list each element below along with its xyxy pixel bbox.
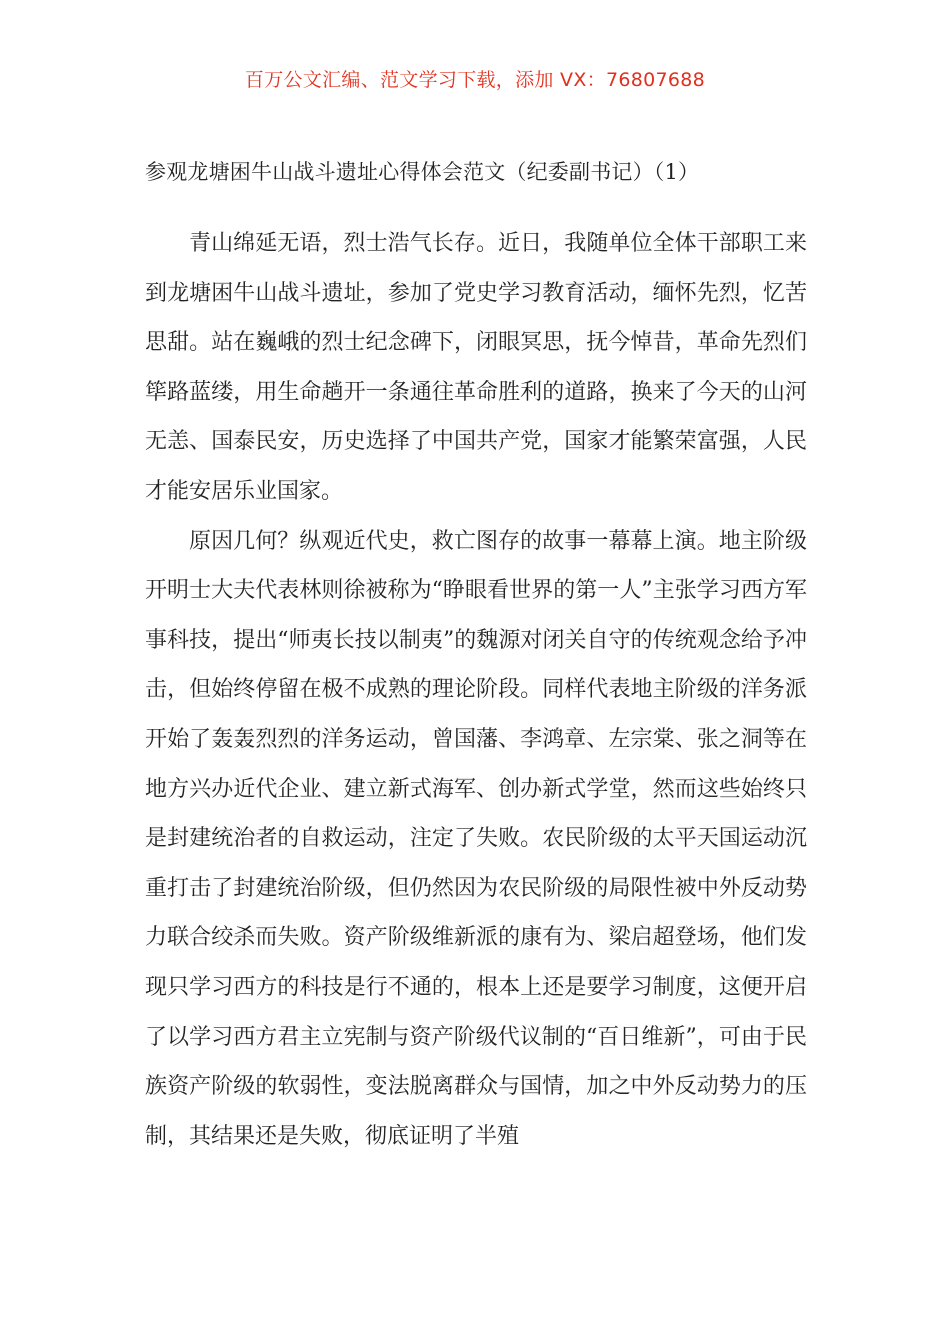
header-banner: 百万公文汇编、范文学习下载，添加 VX：76807688 bbox=[244, 69, 706, 91]
document-title: 参观龙塘困牛山战斗遗址心得体会范文（纪委副书记）（1） bbox=[145, 160, 700, 184]
document-body bbox=[145, 219, 807, 1161]
paragraph-1: 青山绵延无语，烈士浩气长存。近日，我随单位全体干部职工来到龙塘困牛山战斗遗址，参加了党史学习教育活动，缅怀先烈，忆苦思甜。站在巍峨的烈士纪念碑下，闭眼冥思，抚今悼昔，革命先烈们筚路蓝缕，用生命趟开一条通往革命胜利的道路，换来了今天的山河无恙、国泰民安，历史选择了中国共产党，国家才能繁荣富强，人民才能安居乐业国家。 bbox=[145, 231, 807, 504]
paragraph-2: 原因几何？纵观近代史，救亡图存的故事一幕幕上演。地主阶级开明士大夫代表林则徐被称为“睁眼看世界的第一人”主张学习西方军事科技，提出“师夷长技以制夷”的魏源对闭关自守的传统观念给予冲击，但始终停留在极不成熟的理论阶段。同样代表地主阶级的洋务派开始了轰轰烈烈的洋务运动，曾国藩、李鸿章、左宗棠、张之洞等在地方兴办近代企业、建立新式海军、创办新式学堂，然而这些始终只是封建统治者的自救运动，注定了失败。农民阶级的太平天国运动沉重打击了封建统治阶级，但仍然因为农民阶级的局限性被中外反动势力联合绞杀而失败。资产阶级维新派的康有为、梁启超登场，他们发现只学习西方的科技是行不通的，根本上还是要学习制度，这便开启了以学习西方君主立宪制与资产阶级代议制的“百日维新”，可由于民族资产阶级的软弱性，变法脱离群众与国情，加之中外反动势力的压制，其结果还是失败，彻底证明了半殖 bbox=[145, 528, 807, 1149]
